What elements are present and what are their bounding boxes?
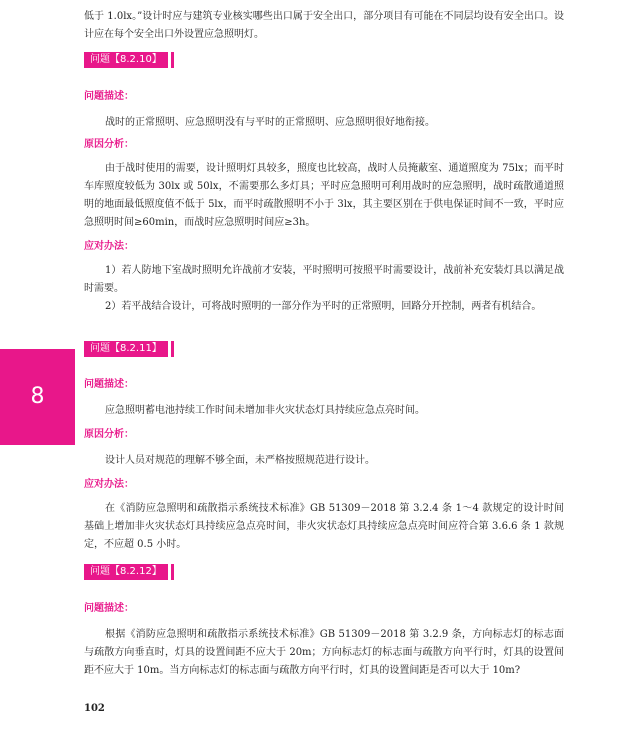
description-paragraph: 战时的正常照明、应急照明没有与平时的正常照明、应急照明很好地衔接。	[105, 117, 435, 128]
heading-cause: 原因分析：	[84, 139, 134, 150]
problem-tag-8-2-12: 问题【8.2.12】	[84, 564, 171, 580]
chapter-marker: 8	[0, 349, 75, 445]
heading-solution: 应对办法：	[84, 241, 134, 252]
problem-tag-8-2-10: 问题【8.2.10】	[84, 52, 171, 68]
problem-tag-8-2-11: 问题【8.2.11】	[84, 341, 171, 357]
solution-paragraph: 在《消防应急照明和疏散指示系统技术标准》GB 51309－2018 第 3.2.4 条 1～4 款规定的设计时间基础上增加非火灾状态灯具持续应急点亮时间，非火灾状态灯具持续应急点亮时间应符合第 3.6.6 条 1 款规定，不应超 0.5 小时。	[84, 503, 564, 550]
page-number: 102	[84, 703, 105, 714]
cause-paragraph: 由于战时使用的需要，设计照明灯具较多，照度也比较高，战时人员掩蔽室、通道照度为 75lx；而平时车库照度较低为 30lx 或 50lx，不需要那么多灯具；平时应急照明可利用战时的应急照明，战时疏散通道照明的地面最低照度值不低于 5lx，而平时疏散照明不小于 3lx，其主要区别在于供电保证时间不一致，平时应急照明时间≥60min，而战时应急照明时间应≥3h。	[84, 163, 564, 228]
heading-cause: 原因分析：	[84, 429, 134, 440]
heading-description: 问题描述：	[84, 91, 134, 102]
cause-paragraph: 设计人员对规范的理解不够全面，未严格按照规范进行设计。	[105, 455, 375, 466]
intro-paragraph: 低于 1.0lx。”设计时应与建筑专业核实哪些出口属于安全出口，部分项目有可能在不同层均设有安全出口。设计应在每个安全出口外设置应急照明灯。	[84, 11, 564, 40]
solution-paragraph-1: 1）若人防地下室战时照明允许战前才安装，平时照明可按照平时需要设计，战前补充安装灯具以满足战时需要。	[84, 265, 564, 294]
solution-paragraph-2: 2）若平战结合设计，可将战时照明的一部分作为平时的正常照明，回路分开控制，两者有机结合。	[105, 301, 542, 312]
heading-description: 问题描述：	[84, 379, 134, 390]
heading-solution: 应对办法：	[84, 479, 134, 490]
heading-description: 问题描述：	[84, 603, 134, 614]
description-paragraph: 根据《消防应急照明和疏散指示系统技术标准》GB 51309－2018 第 3.2.9 条，方向标志灯的标志面与疏散方向垂直时，灯具的设置间距不应大于 20m；方向标志灯的标志面与疏散方向平行时，灯具的设置间距不应大于 10m。当方向标志灯的标志面与疏散方向平行时，灯具的设置间距是否可以大于 10m?	[84, 629, 564, 676]
description-paragraph: 应急照明蓄电池持续工作时间未增加非火灾状态灯具持续应急点亮时间。	[105, 405, 425, 416]
